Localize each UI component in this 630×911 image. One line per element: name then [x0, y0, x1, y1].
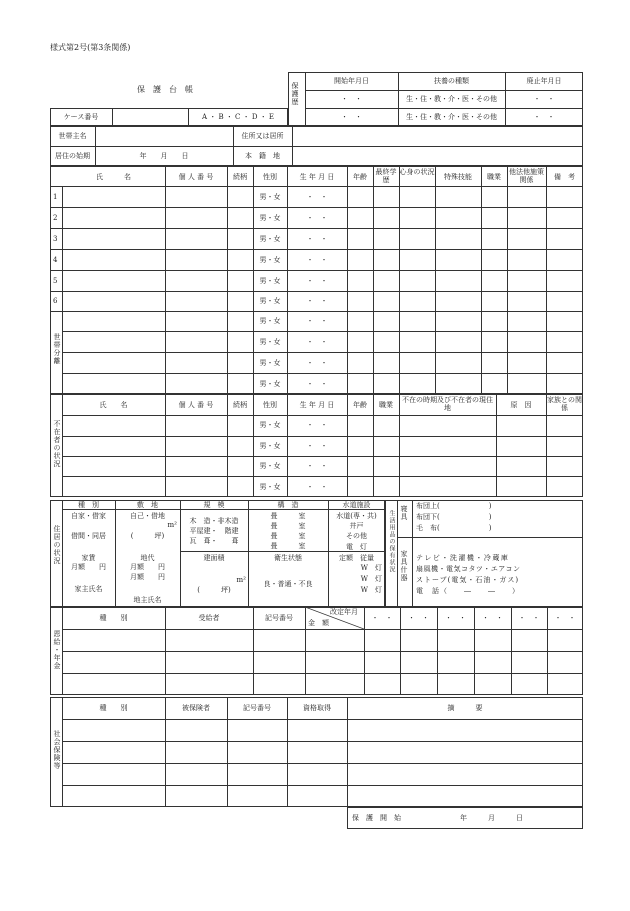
- appliances-line-4: 電 話（ ― ― ）: [416, 587, 520, 595]
- bedding-bottom: 布団下( ): [416, 513, 492, 521]
- history-aid-types: 生・住・教・介・医・その他: [406, 95, 497, 103]
- sex-options: 男・女: [259, 338, 281, 346]
- history-start-date: ・ ・: [341, 95, 362, 103]
- floor-area-label: 建面積: [203, 554, 225, 562]
- water-well: 井戸: [349, 522, 364, 530]
- scale-roof: 瓦 葺・ 葺: [189, 537, 239, 545]
- pension-date-blank: ・ ・: [482, 614, 503, 622]
- pension-date-blank: ・ ・: [408, 614, 429, 622]
- dob-blank: ・ ・: [306, 359, 328, 367]
- furniture-label: 家具什器: [400, 550, 408, 582]
- insurance-acquired-header: 資格取得: [303, 704, 331, 712]
- sex-options: 男・女: [259, 256, 281, 264]
- member-education-header: 最終学歴: [375, 168, 397, 184]
- separated-label: 世帯分離: [53, 333, 61, 365]
- scale-wood: 木 造・非木造: [189, 517, 239, 525]
- pension-label: 恩給・年金: [53, 630, 61, 670]
- sex-options: 男・女: [259, 359, 281, 367]
- dob-blank: ・ ・: [306, 297, 328, 305]
- sex-options: 男・女: [259, 462, 281, 470]
- sex-options: 男・女: [259, 380, 281, 388]
- floor-area-m2: m²: [236, 576, 246, 584]
- dob-blank: ・ ・: [306, 256, 328, 264]
- case-number-label: ケース番号: [63, 113, 99, 121]
- land-rent-monthly: 月額 円: [130, 563, 165, 571]
- absent-relation-header: 続柄: [233, 401, 247, 409]
- member-health-header: 心身の状況: [399, 168, 435, 176]
- water-header: 水道施設: [342, 501, 371, 509]
- light-sub-header: 定額 従量: [339, 554, 374, 562]
- absent-job-header: 職業: [379, 401, 393, 409]
- dob-blank: ・ ・: [306, 483, 328, 491]
- history-end-date: ・ ・: [533, 95, 555, 103]
- history-end-header: 廃止年月日: [526, 77, 562, 85]
- insurance-summary-header: 摘 要: [447, 704, 483, 712]
- housing-type-header: 種 別: [78, 501, 99, 509]
- form-title: 保 護 台 帳: [137, 85, 193, 94]
- bedding-top: 布団上( ): [416, 502, 492, 510]
- grade-options: A ・ B ・ C ・ D ・ E: [201, 113, 275, 121]
- hygiene-options: 良・普通・不良: [263, 580, 313, 588]
- land-m2: m²: [167, 521, 177, 529]
- pension-recipient-header: 受給者: [198, 614, 220, 622]
- member-job-header: 職業: [487, 173, 501, 181]
- sex-options: 男・女: [259, 214, 281, 222]
- housing-owner-label: 家主氏名: [74, 585, 103, 593]
- member-note-header: 備 考: [554, 173, 575, 181]
- landlord-label: 地主氏名: [133, 596, 162, 604]
- scale-floors: 平屋建・ 階建: [189, 527, 239, 535]
- land-rent-label: 地代: [140, 554, 155, 562]
- history-type-header: 扶養の種類: [434, 77, 469, 85]
- bedding-label: 寝具: [400, 505, 408, 521]
- housing-label: 住居の状況: [53, 525, 61, 565]
- pension-type-header: 種 別: [99, 614, 128, 622]
- dob-blank: ・ ・: [306, 421, 328, 429]
- member-row-number: 6: [53, 297, 58, 305]
- protection-start-date: 年 月 日: [460, 814, 523, 822]
- housing-rent-monthly: 月額 円: [71, 563, 106, 571]
- structure-header: 構 造: [277, 501, 299, 509]
- dob-blank: ・ ・: [306, 235, 328, 243]
- insurance-label: 社会保険等: [53, 730, 61, 770]
- dob-blank: ・ ・: [306, 462, 328, 470]
- history-start-header: 開始年月日: [334, 77, 369, 85]
- water-supply: 水道(専・共): [336, 512, 377, 520]
- protection-start-label: 保 護 開 始: [352, 814, 401, 822]
- member-row-number: 5: [53, 277, 58, 285]
- dob-blank: ・ ・: [306, 193, 328, 201]
- sex-options: 男・女: [259, 193, 281, 201]
- pension-date-blank: ・ ・: [518, 614, 540, 622]
- sex-options: 男・女: [259, 235, 281, 243]
- pension-date-blank: ・ ・: [554, 614, 576, 622]
- structure-mats: 畳 室: [270, 512, 306, 520]
- bedding-blanket: 毛 布( ): [416, 524, 492, 532]
- land-tsubo: ( 坪): [130, 532, 165, 540]
- pension-date-blank: ・ ・: [371, 614, 393, 622]
- dob-blank: ・ ・: [306, 277, 328, 285]
- housing-type-lodging: 借間・同居: [71, 532, 106, 540]
- history-aid-types-2: 生・住・教・介・医・その他: [406, 113, 497, 121]
- structure-mats: 畳 室: [270, 522, 306, 530]
- sex-options: 男・女: [259, 317, 281, 325]
- sex-options: 男・女: [259, 442, 281, 450]
- history-start-date-2: ・ ・: [341, 113, 362, 121]
- absent-sex-header: 性別: [263, 401, 277, 409]
- address-label: 住所又は居所: [241, 132, 284, 140]
- light-watt: W 灯: [360, 586, 382, 594]
- member-other-law-header: 他法他施策関係: [509, 168, 544, 184]
- insurance-type-header: 種 別: [99, 704, 128, 712]
- appliances-line-3: ストーブ(電気・石油・ガス): [416, 576, 520, 584]
- appliances-line-2: 扇風機・電気コタツ・エアコン: [416, 565, 521, 573]
- head-name-label: 世帯主名: [58, 132, 87, 140]
- absent-id-header: 個 人 番 号: [178, 401, 214, 409]
- housing-type-own: 自家・借家: [71, 512, 106, 520]
- sex-options: 男・女: [259, 421, 281, 429]
- member-sex-header: 性別: [263, 173, 277, 181]
- member-dob-header: 生 年 月 日: [299, 173, 335, 181]
- pension-amount-header: 金 額: [308, 619, 329, 627]
- absent-label: 不在者の状況: [53, 420, 61, 468]
- land-own: 自己・借地: [130, 512, 165, 520]
- land-rent-monthly-2: 月額 円: [130, 573, 165, 581]
- form-number: 様式第2号(第3条関係): [50, 43, 131, 52]
- member-id-header: 個 人 番 号: [178, 173, 214, 181]
- member-row-number: 2: [53, 214, 58, 222]
- sex-options: 男・女: [259, 483, 281, 491]
- history-label: 保護歴: [291, 82, 299, 106]
- member-skill-header: 特殊技能: [444, 173, 472, 181]
- housing-rent-label: 家賃: [81, 554, 96, 562]
- light-watt: W 灯: [360, 575, 382, 583]
- hygiene-header: 衛生状態: [274, 554, 302, 562]
- residence-start-date: 年 月 日: [139, 152, 189, 160]
- dob-blank: ・ ・: [306, 317, 328, 325]
- absent-dob-header: 生 年 月 日: [299, 401, 335, 409]
- residence-start-label: 居住の始期: [55, 152, 90, 160]
- structure-mats: 畳 室: [270, 542, 306, 550]
- dob-blank: ・ ・: [306, 214, 328, 222]
- insurance-block: [50, 697, 583, 807]
- water-other: その他: [346, 532, 367, 540]
- absent-place-header: 不在の時期及び不在者の現住地: [402, 396, 493, 412]
- pension-number-header: 記号番号: [265, 614, 293, 622]
- member-row-number: 4: [53, 256, 58, 264]
- floor-area-tsubo: ( 坪): [197, 586, 231, 594]
- absent-family-header: 家族との関係: [547, 396, 582, 412]
- light-header: 電 灯: [346, 543, 367, 551]
- absent-name-header: 氏 名: [99, 401, 128, 409]
- dob-blank: ・ ・: [306, 338, 328, 346]
- absent-reason-header: 原 因: [510, 401, 532, 409]
- sex-options: 男・女: [259, 297, 281, 305]
- insurance-number-header: 記号番号: [243, 704, 271, 712]
- member-row-number: 3: [53, 235, 58, 243]
- dob-blank: ・ ・: [306, 380, 328, 388]
- member-row-number: 1: [53, 193, 58, 201]
- pension-date-blank: ・ ・: [445, 614, 466, 622]
- light-watt: W 灯: [360, 564, 382, 572]
- member-name-header: 氏 名: [96, 173, 131, 181]
- goods-label: 生活用品の保有状況: [388, 510, 395, 573]
- scale-header: 規 模: [203, 501, 225, 509]
- land-header: 敷 地: [137, 501, 158, 509]
- insurance-insured-header: 被保険者: [182, 704, 210, 712]
- honseki-label: 本 籍 地: [245, 152, 280, 160]
- pension-revision-date-header: 改定年月: [330, 608, 358, 616]
- member-relation-header: 続柄: [233, 173, 247, 181]
- structure-mats: 畳 室: [270, 532, 306, 540]
- appliances-line-1: テレビ・洗濯機・冷蔵庫: [416, 554, 510, 562]
- member-age-header: 年齢: [353, 173, 367, 181]
- history-end-date-2: ・ ・: [533, 113, 555, 121]
- sex-options: 男・女: [259, 277, 281, 285]
- absent-age-header: 年齢: [353, 401, 367, 409]
- dob-blank: ・ ・: [306, 442, 328, 450]
